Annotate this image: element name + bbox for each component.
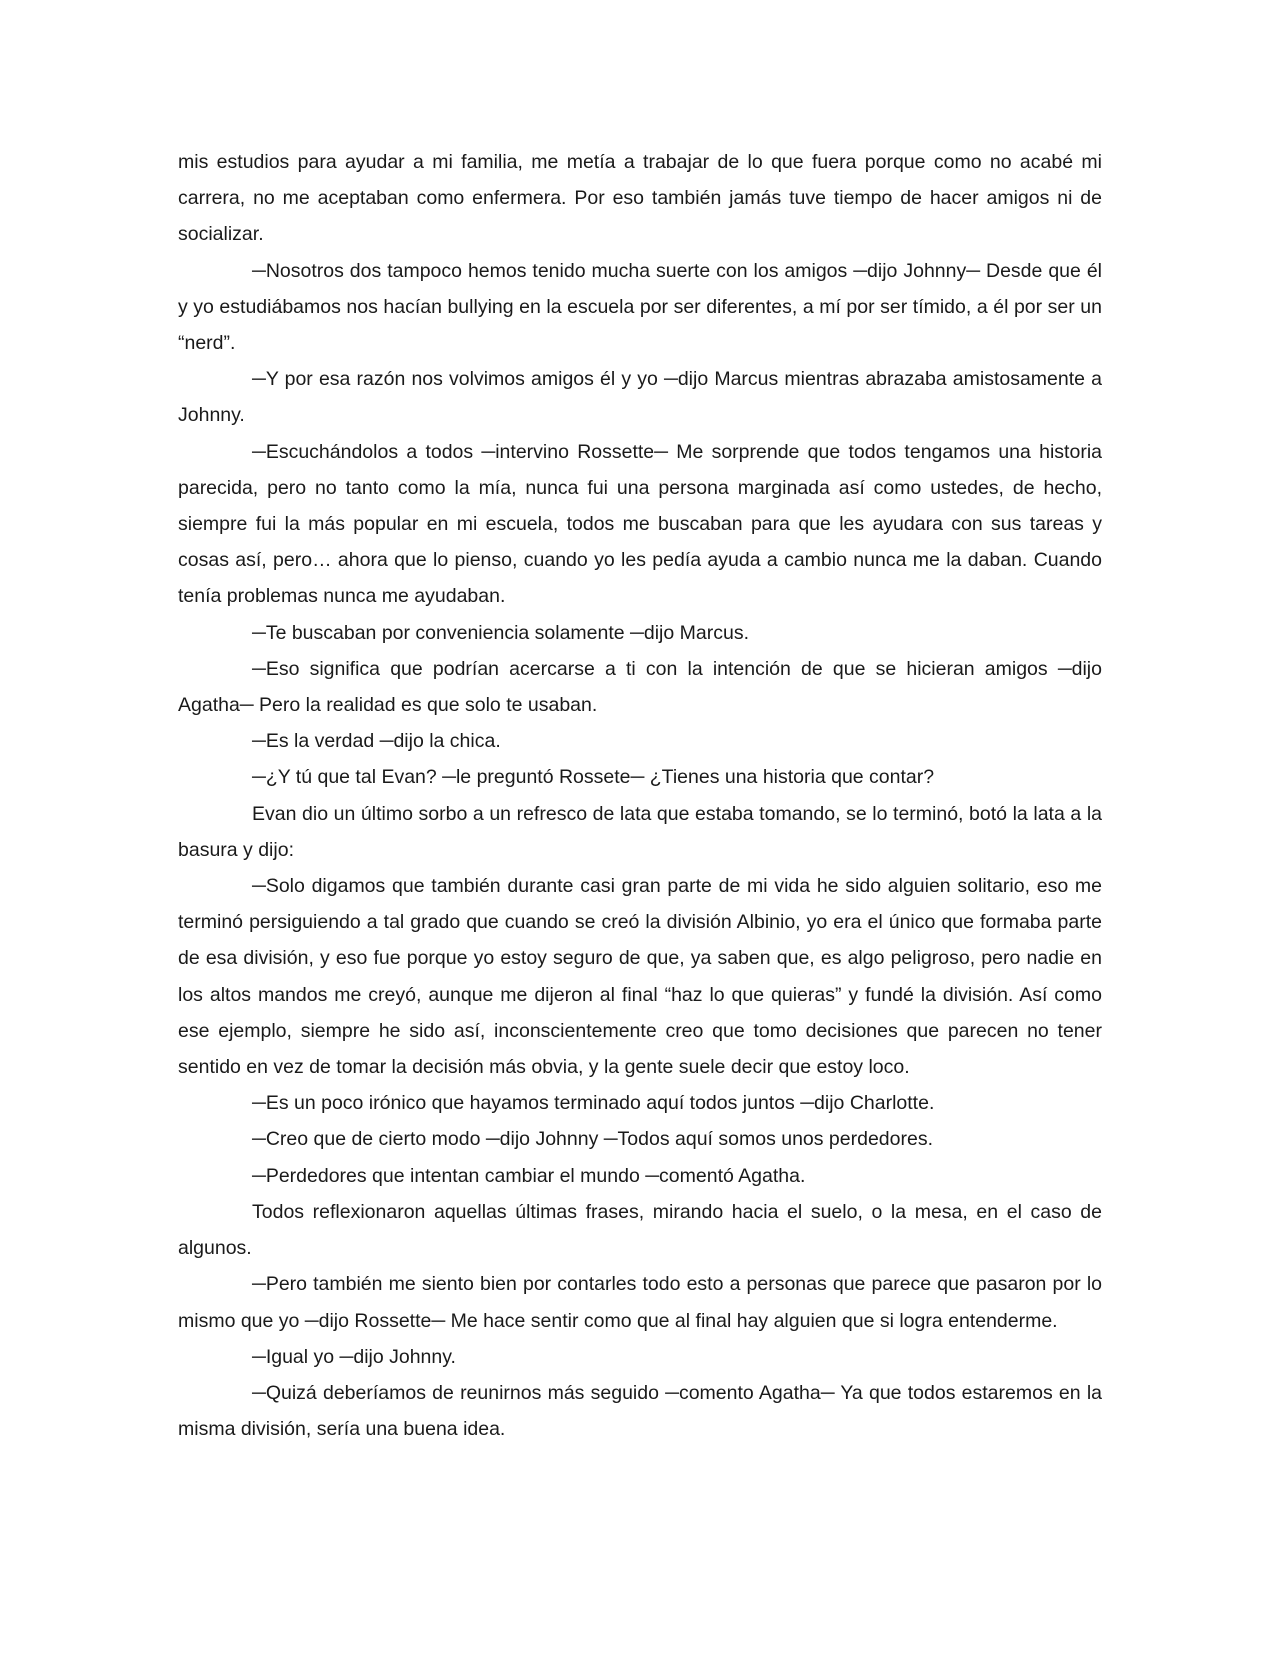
paragraph: ─Eso significa que podrían acercarse a ti con la intención de que se hicieran amigos ─dijo Agatha─ Pero la realidad es que solo te usaban. — [178, 657, 1102, 717]
paragraph: ─Solo digamos que también durante casi gran parte de mi vida he sido alguien solitario, eso me terminó persiguiendo a tal grado que cuando se creó la división Albinio, yo era el único que formaba parte de esa división, y eso fue porque yo estoy seguro de que, ya saben que, es algo peligroso, pero nadie en los altos mandos me creyó, aunque me dijeron al final “haz lo que quieras” y fundé la división. Así como ese ejemplo, siempre he sido así, inconscientemente creo que tomo decisiones que parecen no tener sentido en vez de tomar la decisión más obvia, y la gente suele decir que estoy loco. — [178, 875, 1102, 1079]
paragraph: ─Escuchándolos a todos ─intervino Rossette─ Me sorprende que todos tengamos una historia parecida, pero no tanto como la mía, nunca fui una persona marginada así como ustedes, de hecho, siempre fui la más popular en mi escuela, todos me buscaban para que les ayudara con sus tareas y cosas así, pero… ahora que lo pienso, cuando yo les pedía ayuda a cambio nunca me la daban. Cuando tenía problemas nunca me ayudaban. — [178, 440, 1102, 608]
paragraph: Evan dio un último sorbo a un refresco de lata que estaba tomando, se lo terminó, botó la lata a la basura y dijo: — [178, 802, 1102, 861]
paragraph: ─Creo que de cierto modo ─dijo Johnny ─Todos aquí somos unos perdedores. — [252, 1128, 934, 1151]
paragraph: ─Es un poco irónico que hayamos terminado aquí todos juntos ─dijo Charlotte. — [252, 1092, 935, 1115]
paragraph: Todos reflexionaron aquellas últimas frases, mirando hacia el suelo, o la mesa, en el caso de algunos. — [178, 1200, 1102, 1260]
paragraph: ─Perdedores que intentan cambiar el mundo ─comentó Agatha. — [252, 1164, 806, 1187]
paragraph: ─Te buscaban por conveniencia solamente ─dijo Marcus. — [252, 621, 749, 644]
paragraph: ─Igual yo ─dijo Johnny. — [252, 1345, 456, 1368]
paragraph: ─Quizá deberíamos de reunirnos más seguido ─comento Agatha─ Ya que todos estaremos en la misma división, sería una buena idea. — [178, 1381, 1102, 1441]
paragraph: ─Nosotros dos tampoco hemos tenido mucha suerte con los amigos ─dijo Johnny─ Desde que él y yo estudiábamos nos hacían bullying en la escuela por ser diferentes, a mí por ser tímido, a él por ser un “nerd”. — [178, 259, 1102, 355]
paragraph: ─Es la verdad ─dijo la chica. — [252, 730, 501, 753]
paragraph: ─¿Y tú que tal Evan? ─le preguntó Rossete─ ¿Tienes una historia que contar? — [252, 766, 935, 789]
paragraph: ─Pero también me siento bien por contarles todo esto a personas que parece que pasaron por lo mismo que yo ─dijo Rossette─ Me hace sentir como que al final hay alguien que si logra entenderme. — [178, 1273, 1102, 1332]
paragraph: mis estudios para ayudar a mi familia, me metía a trabajar de lo que fuera porque como no acabé mi carrera, no me aceptaban como enfermera. Por eso también jamás tuve tiempo de hacer amigos ni de socializar. — [178, 151, 1102, 246]
body-text — [178, 144, 1102, 1447]
paragraph: ─Y por esa razón nos volvimos amigos él y yo ─dijo Marcus mientras abrazaba amistosamente a Johnny. — [178, 368, 1102, 427]
